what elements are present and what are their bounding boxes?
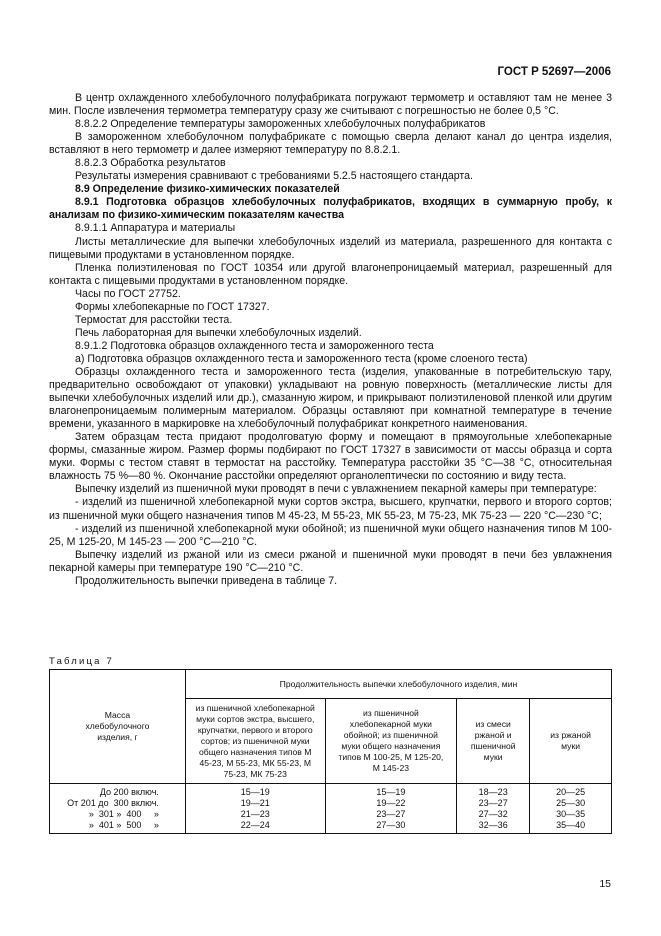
paragraph: 8.9.1.1 Аппаратура и материалы [75,222,236,235]
mass-header: Масса хлебобулочного изделия, г [50,670,186,784]
value-cell: 23—27 [325,809,457,820]
paragraph: В замороженном хлебобулочном полуфабрикате с помощью сверла делают канал до центра изделия, вставляют в него термометр и далее измеряют температуру по 8.8.2.1. [49,131,612,157]
paragraph: Затем образцам теста придают продолговатую форму и помещают в прямоугольные хлебопекарные формы, смазанные жиром. Размер формы подбирают по ГОСТ 17327 в зависимости от массы образца и сорта муки. Формы с тестом ставят в термостат на расстойку. Температура расстойки 35 °С—38 °С, относительная влажность 75 %—80 %. Окончание расстойки определяют органолептически по состоянию и виду теста. [49,431,612,483]
page-number: 15 [599,878,611,890]
paragraph: В центр охлажденного хлебобулочного полуфабриката погружают термометр и оставляют там не менее 3 мин. После извлечения термометра температуру сразу же считывают с погрешностью не более 0,5 °С. [49,92,612,118]
document-body [49,92,612,588]
paragraph: Печь лабораторная для выпечки хлебобулочных изделий. [75,326,362,339]
column-header: из пшеничной хлебопекарной муки обойной; из пшеничной муки общего назначения типов М 100-25, М 125-20, М 145-23 [325,699,457,784]
paragraph: 8.8.2.3 Обработка результатов [75,157,226,170]
table-row [50,820,612,834]
value-cell: 20—25 [530,784,612,799]
paragraph: Образцы охлажденного теста и замороженного теста (изделия, упакованные в потребительскую тару, предварительно освобождают от упаковки) укладывают на ровную поверхность (металлические листы для выпечки хлебобулочных изделий или др.), смазанную жиром, и прикрывают полиэтиленовой пленкой или другим влагонепроницаемым полимерным материалом. Образцы оставляют при комнатной температуре в течение времени, указанного в маркировке на хлебобулочный полуфабрикат конкретного наименования. [49,365,612,431]
value-cell: 15—19 [325,784,457,799]
paragraph: Результаты измерения сравнивают с требованиями 5.2.5 настоящего стандарта. [75,170,473,183]
value-cell: 18—23 [457,784,530,799]
value-cell: 19—21 [185,798,325,809]
table-row [50,798,612,809]
value-cell: 22—24 [185,820,325,834]
value-cell: 21—23 [185,809,325,820]
table-caption: Таблица 7 [49,656,114,667]
value-cell: 35—40 [530,820,612,834]
column-header: из пшеничной хлебопекарной муки сортов экстра, высшего, крупчатки, первого и второго сортов; из пшеничной муки общего назначения типов М 45-23, М 55-23, МК 55-23, М 75-23, МК 75-23 [185,699,325,784]
paragraph: 8.8.2.2 Определение температуры замороженных хлебобулочных полуфабрикатов [75,118,486,131]
paragraph: Формы хлебопекарные по ГОСТ 17327. [75,300,270,313]
baking-time-table [49,669,612,834]
value-cell: 23—27 [457,798,530,809]
paragraph: - изделий из пшеничной хлебопекарной муки обойной; из пшеничной муки общего назначения типов М 100-25, М 125-20, М 145-23 — 200 °С—210 °С. [49,522,612,548]
paragraph: Выпечку изделий из ржаной или из смеси ржаной и пшеничной муки проводят в печи без увлажнения пекарной камеры при температуре 190 °С—210 °С. [49,548,612,574]
column-header: из ржаной муки [530,699,612,784]
paragraph: 8.9.1.2 Подготовка образцов охлажденного теста и замороженного теста [75,339,434,352]
paragraph: а) Подготовка образцов охлажденного теста и замороженного теста (кроме слоеного теста) [75,352,528,365]
value-cell: 32—36 [457,820,530,834]
group-header: Продолжительность выпечки хлебобулочного изделия, мин [185,670,611,699]
table-row [50,809,612,820]
value-cell: 30—35 [530,809,612,820]
value-cell: 19—22 [325,798,457,809]
value-cell: 27—32 [457,809,530,820]
value-cell: 15—19 [185,784,325,799]
document-header: ГОСТ Р 52697—2006 [497,66,611,78]
mass-cell: От 201 до 300 включ. [50,798,186,809]
paragraph: Выпечку изделий из пшеничной муки проводят в печи с увлажнением пекарной камеры при температуре: [75,483,597,496]
paragraph: Продолжительность выпечки приведена в таблице 7. [75,574,338,587]
paragraph: - изделий из пшеничной хлебопекарной муки сортов экстра, высшего, крупчатки, первого и второго сортов; из пшеничной муки общего назначения типов М 45-23, М 55-23, МК 55-23, М 75-23, МК 75-23 — 220 °С—230 °С; [49,496,612,522]
table-row [50,784,612,799]
paragraph: 8.9.1 Подготовка образцов хлебобулочных полуфабрикатов, входящих в суммарную пробу, к анализам по физико-химическим показателям качества [49,196,612,222]
mass-cell: До 200 включ. [50,784,186,799]
column-header: из смеси ржаной и пшеничной муки [457,699,530,784]
mass-cell: » 401 » 500 » [50,820,186,834]
value-cell: 25—30 [530,798,612,809]
mass-cell: » 301 » 400 » [50,809,186,820]
paragraph: Часы по ГОСТ 27752. [75,287,181,300]
paragraph: Листы металлические для выпечки хлебобулочных изделий из материала, разрешенного для контакта с пищевыми продуктами в установленном порядке. [49,235,612,261]
paragraph: Термостат для расстойки теста. [75,313,233,326]
value-cell: 27—30 [325,820,457,834]
paragraph: 8.9 Определение физико-химических показателей [75,183,340,196]
paragraph: Пленка полиэтиленовая по ГОСТ 10354 или другой влагонепроницаемый материал, разрешенный для контакта с пищевыми продуктами в установленном порядке. [49,261,612,287]
